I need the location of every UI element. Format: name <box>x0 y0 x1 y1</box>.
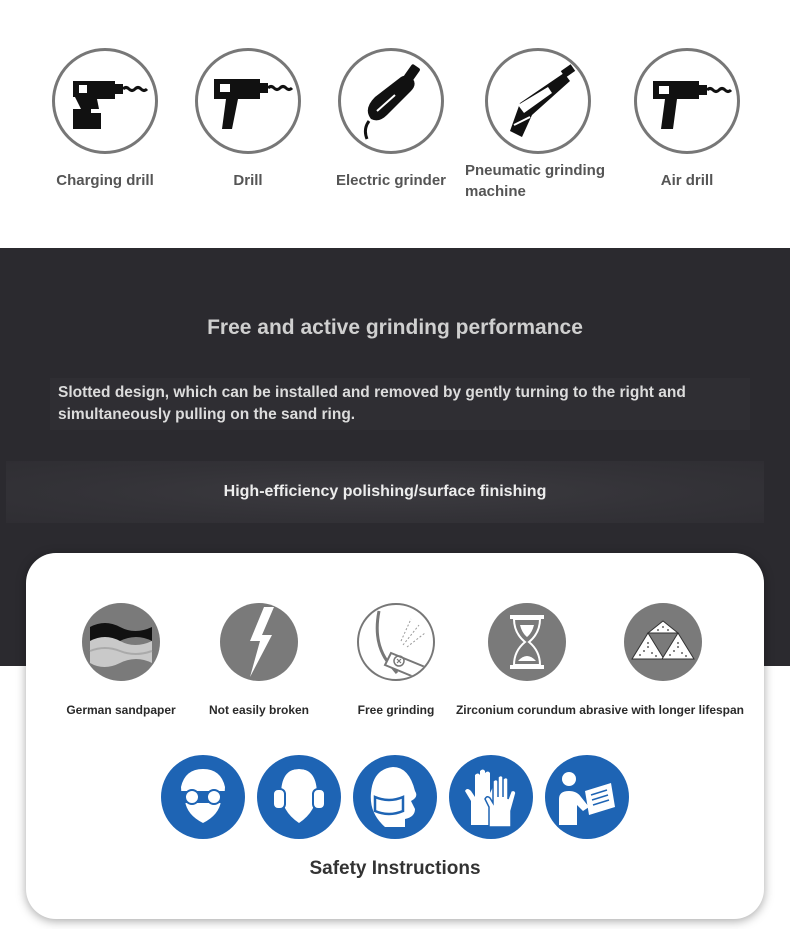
feature-label: Not easily broken <box>208 703 310 717</box>
feature-free-grinding <box>344 603 448 717</box>
tool-pneumatic-grinder <box>463 48 613 202</box>
feature-label: German sandpaper <box>66 703 176 717</box>
air-drill-icon <box>634 48 740 154</box>
tool-label: Charging drill <box>56 172 154 189</box>
tool-label: Drill <box>233 172 263 189</box>
performance-banner: High-efficiency polishing/surface finishing <box>6 461 764 523</box>
tool-air-drill <box>612 48 762 191</box>
tool-label: Pneumatic grinding machine <box>465 162 606 200</box>
feature-german-sandpaper <box>66 603 176 717</box>
drill-icon <box>195 48 301 154</box>
lightning-icon <box>220 603 298 681</box>
feature-not-easily-broken <box>201 603 317 717</box>
tool-label: Electric grinder <box>335 172 447 189</box>
gloves-icon <box>449 755 533 839</box>
tool-drill <box>173 48 323 191</box>
hourglass-icon <box>488 603 566 681</box>
goggles-icon <box>161 755 245 839</box>
free-grinding-icon <box>357 603 435 681</box>
electric-grinder-icon <box>338 48 444 154</box>
abrasive-grain-icon <box>624 603 702 681</box>
safety-instructions-title: Safety Instructions <box>309 858 481 879</box>
feature-zirconium-abrasive <box>450 603 750 717</box>
pneumatic-grinder-icon <box>485 48 591 154</box>
tools-section <box>0 0 790 248</box>
tool-label: Air drill <box>660 172 714 189</box>
tool-electric-grinder <box>316 48 466 191</box>
performance-headline: Free and active grinding performance <box>207 316 583 339</box>
sandpaper-icon <box>82 603 160 681</box>
performance-description: Slotted design, which can be installed and removed by gently turning to the right and simultaneously pulling on the sand ring. <box>50 378 750 430</box>
ear-protection-icon <box>257 755 341 839</box>
charging-drill-icon <box>52 48 158 154</box>
tool-charging-drill <box>30 48 180 191</box>
feature-label: Zirconium corundum abrasive with longer lifespan <box>455 703 745 717</box>
mask-icon <box>353 755 437 839</box>
manual-icon <box>545 755 629 839</box>
feature-label: Free grinding <box>357 703 435 717</box>
features-card <box>26 553 764 919</box>
